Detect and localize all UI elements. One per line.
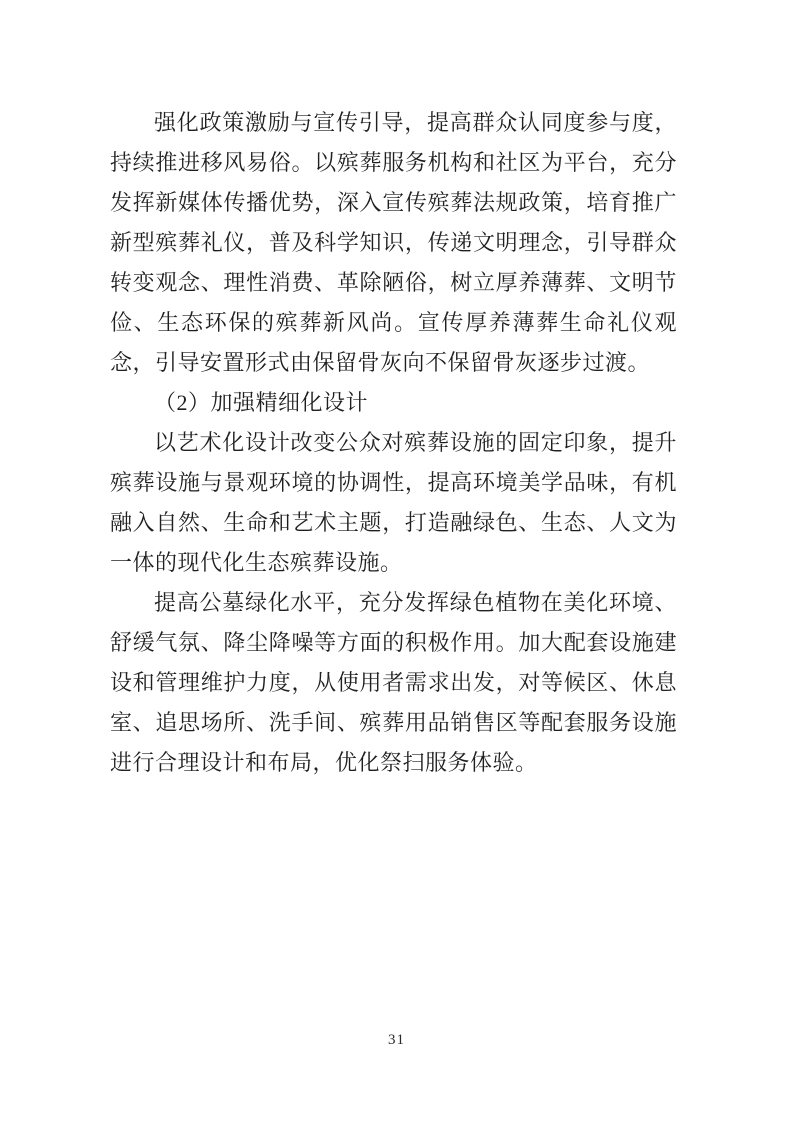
paragraph-cemetery-greening: 提高公墓绿化水平，充分发挥绿色植物在美化环境、舒缓气氛、降尘降噪等方面的积极作用。加大配套设施建设和管理维护力度，从使用者需求出发，对等候区、休息室、追思场所、洗手间、殡葬用品销售区等配套服务设施进行合理设计和布局，优化祭扫服务体验。 bbox=[110, 590, 677, 775]
page-footer bbox=[0, 1030, 793, 1050]
document-body bbox=[110, 103, 677, 783]
heading-refined-design: （2）加强精细化设计 bbox=[154, 390, 369, 415]
page-number: 31 bbox=[388, 1032, 405, 1048]
paragraph-artistic-design: 以艺术化设计改变公众对殡葬设施的固定印象，提升殡葬设施与景观环境的协调性，提高环境美学品味，有机融入自然、生命和艺术主题，打造融绿色、生态、人文为一体的现代化生态殡葬设施。 bbox=[110, 430, 677, 575]
paragraph-policy-promotion: 强化政策激励与宣传引导，提高群众认同度参与度，持续推进移风易俗。以殡葬服务机构和社区为平台，充分发挥新媒体传播优势，深入宣传殡葬法规政策，培育推广新型殡葬礼仪，普及科学知识，传递文明理念，引导群众转变观念、理性消费、革除陋俗，树立厚养薄葬、文明节俭、生态环保的殡葬新风尚。宣传厚养薄葬生命礼仪观念，引导安置形式由保留骨灰向不保留骨灰逐步过渡。 bbox=[110, 110, 677, 375]
